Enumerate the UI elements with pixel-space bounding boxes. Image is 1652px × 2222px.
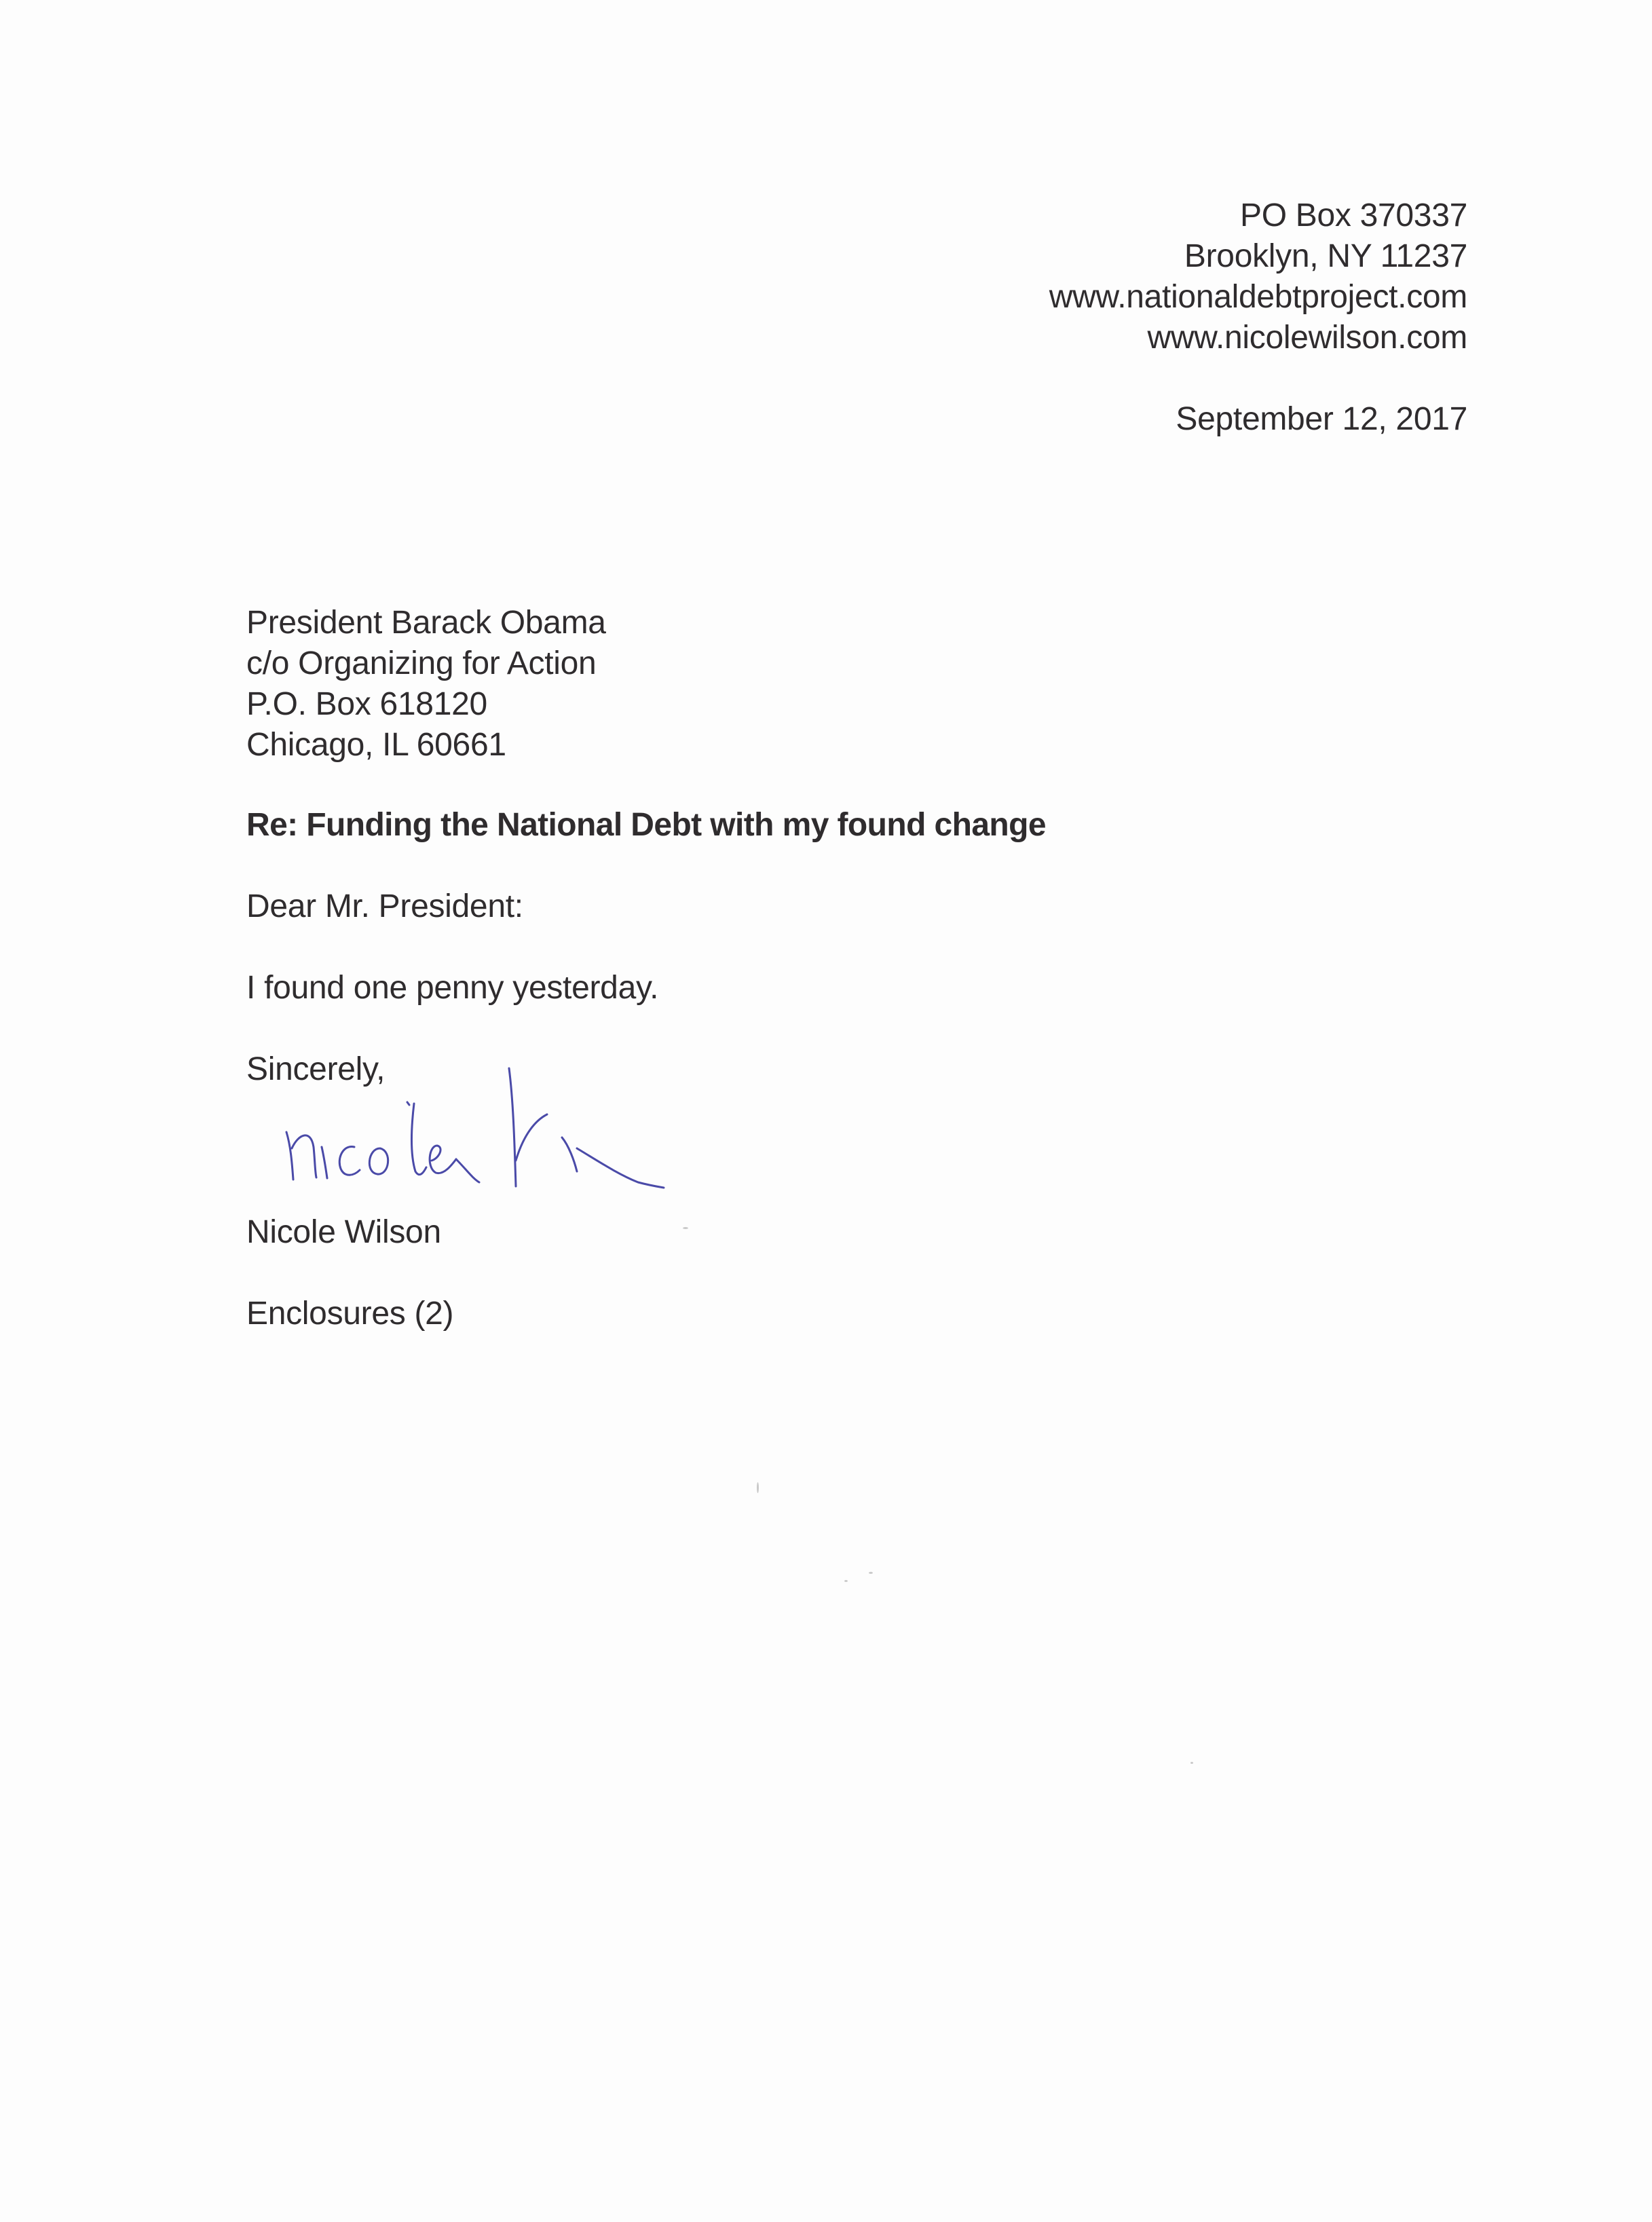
sender-website-1: www.nationaldebtproject.com	[1049, 279, 1467, 315]
salutation: Dear Mr. President:	[246, 888, 523, 924]
scan-speck	[683, 1227, 688, 1229]
body-text: I found one penny yesterday.	[246, 970, 659, 1006]
scan-speck	[844, 1580, 848, 1582]
scan-speck	[1190, 1762, 1193, 1764]
recipient-name: President Barack Obama	[246, 605, 606, 641]
subject-line: Re: Funding the National Debt with my found change	[246, 807, 1046, 843]
sender-website-2: www.nicolewilson.com	[1147, 320, 1467, 356]
sender-address-line2: Brooklyn, NY 11237	[1184, 238, 1467, 274]
letter-date: September 12, 2017	[1176, 401, 1467, 437]
sender-address-line1: PO Box 370337	[1239, 197, 1467, 233]
recipient-city-state-zip: Chicago, IL 60661	[246, 727, 506, 763]
scan-speck	[869, 1572, 873, 1574]
handwritten-signature	[278, 1059, 692, 1194]
signer-name: Nicole Wilson	[246, 1214, 441, 1250]
enclosures: Enclosures (2)	[246, 1296, 454, 1332]
recipient-care-of: c/o Organizing for Action	[246, 645, 597, 681]
scan-speck	[757, 1482, 759, 1493]
closing: Sincerely,	[246, 1051, 386, 1087]
recipient-po-box: P.O. Box 618120	[246, 686, 487, 722]
